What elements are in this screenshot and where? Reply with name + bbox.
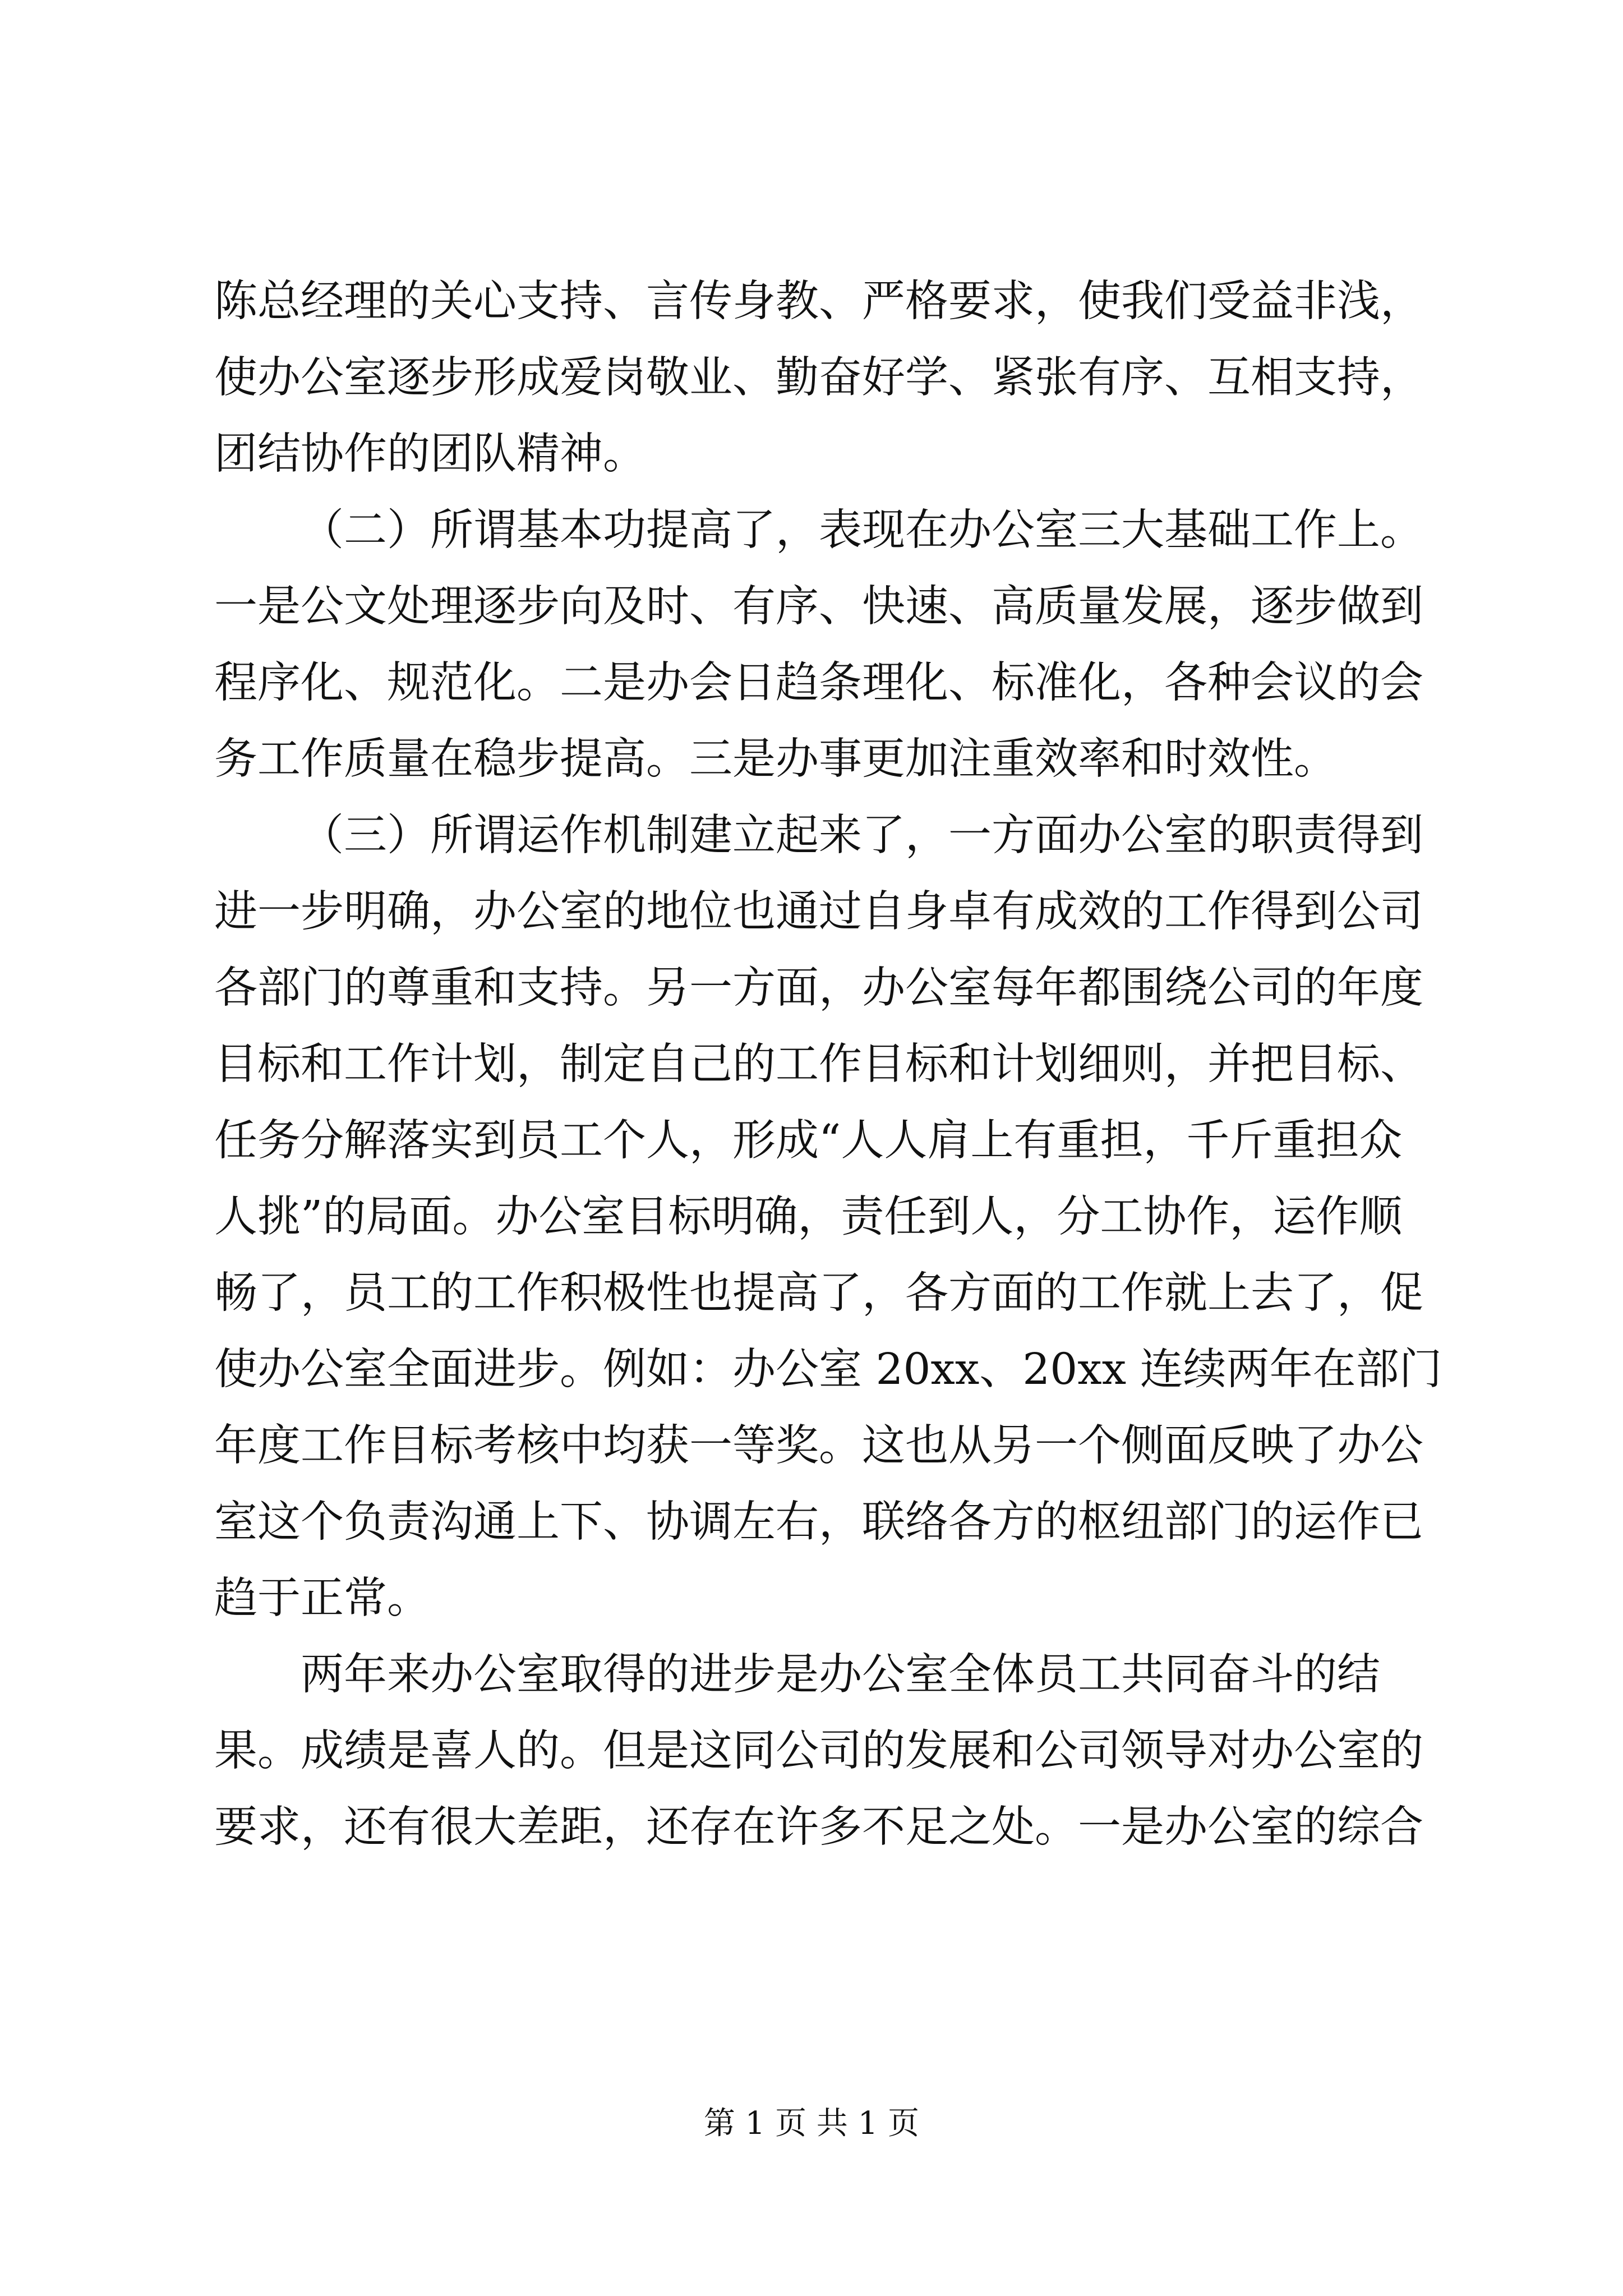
body-line: 使办公室逐步形成爱岗敬业、勤奋好学、紧张有序、互相支持， xyxy=(214,353,1423,403)
body-line: 要求，还有很大差距，还存在许多不足之处。一是办公室的综合 xyxy=(214,1802,1423,1852)
body-line: 人挑”的局面。办公室目标明确，责任到人，分工协作，运作顺 xyxy=(214,1192,1403,1242)
body-line: 进一步明确，办公室的地位也通过自身卓有成效的工作得到公司 xyxy=(214,887,1423,937)
body-line: 任务分解落实到员工个人，形成“人人肩上有重担，千斤重担众 xyxy=(214,1116,1403,1166)
body-line: 团结协作的团队精神。 xyxy=(214,429,646,479)
body-line: 室这个负责沟通上下、协调左右，联络各方的枢纽部门的运作已 xyxy=(214,1497,1423,1547)
page-footer xyxy=(0,2101,1623,2146)
body-line: 务工作质量在稳步提高。三是办事更加注重效率和时效性。 xyxy=(214,734,1337,784)
body-line: 使办公室全面进步。例如：办公室 20xx、20xx 连续两年在部门 xyxy=(214,1345,1442,1395)
body-line: （二）所谓基本功提高了，表现在办公室三大基础工作上。 xyxy=(301,505,1423,555)
body-line: 年度工作目标考核中均获一等奖。这也从另一个侧面反映了办公 xyxy=(214,1421,1423,1471)
body-line: 一是公文处理逐步向及时、有序、快速、高质量发展，逐步做到 xyxy=(214,582,1423,632)
page-number-label: 第 1 页 共 1 页 xyxy=(703,2105,920,2142)
body-line: 程序化、规范化。二是办会日趋条理化、标准化，各种会议的会 xyxy=(214,658,1423,708)
body-line: （三）所谓运作机制建立起来了，一方面办公室的职责得到 xyxy=(301,811,1423,861)
body-line: 趋于正常。 xyxy=(214,1573,430,1623)
body-line: 畅了，员工的工作积极性也提高了，各方面的工作就上去了，促 xyxy=(214,1268,1423,1318)
body-line: 果。成绩是喜人的。但是这同公司的发展和公司领导对办公室的 xyxy=(214,1726,1423,1776)
body-line: 陈总经理的关心支持、言传身教、严格要求，使我们受益非浅， xyxy=(214,277,1423,326)
document-body xyxy=(214,264,1442,1866)
body-line: 目标和工作计划，制定自己的工作目标和计划细则，并把目标、 xyxy=(214,1039,1423,1089)
body-line: 两年来办公室取得的进步是办公室全体员工共同奋斗的结 xyxy=(301,1650,1380,1700)
body-line: 各部门的尊重和支持。另一方面，办公室每年都围绕公司的年度 xyxy=(214,963,1423,1013)
